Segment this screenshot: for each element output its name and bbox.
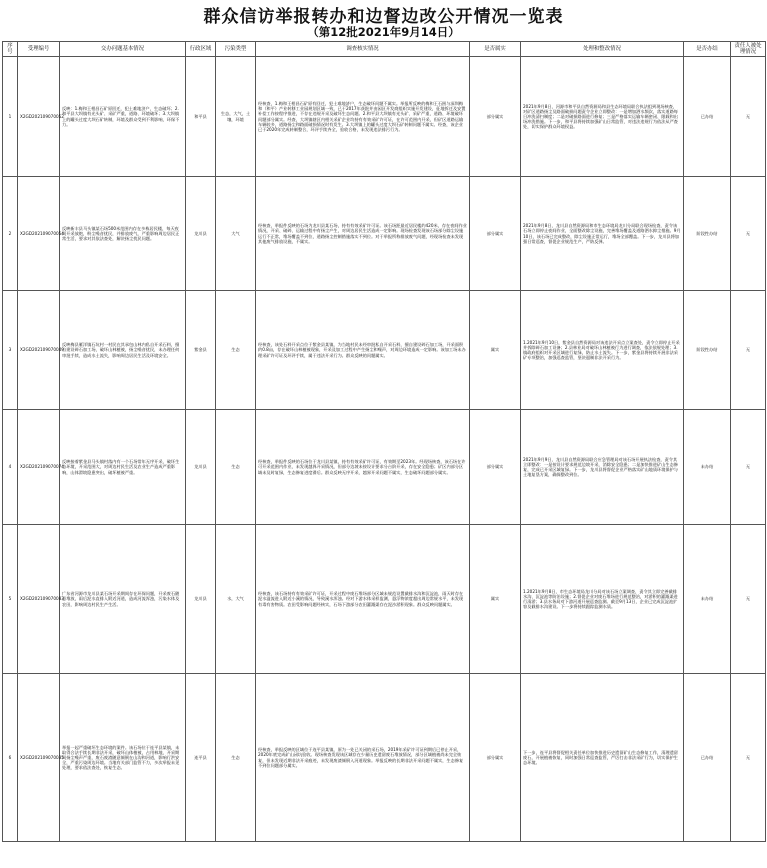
header-done: 是否办结 bbox=[684, 42, 731, 57]
cell-no: 6 bbox=[3, 674, 18, 842]
cell-region: 紫金县 bbox=[186, 291, 216, 410]
cell-done: 已办结 bbox=[684, 674, 731, 842]
cell-true: 部分属实 bbox=[470, 177, 521, 291]
cell-person: 无 bbox=[731, 291, 766, 410]
cell-no: 4 bbox=[3, 410, 18, 525]
header-no: 序号 bbox=[3, 42, 18, 57]
cell-no: 1 bbox=[3, 57, 18, 177]
cell-true: 部分属实 bbox=[470, 674, 521, 842]
table-header-row bbox=[3, 42, 766, 57]
cell-id: X2GD202109070035 bbox=[18, 674, 60, 842]
cell-survey: 经核查，该处石料开采点位于紫金县某镇，为当地村民未经审批私自开采石料，擅自建设碎石加工场，开采面积约0.8亩，存在破坏山林植被现象，开采及加工过程中产生扬尘和噪声，对周边环境造成一定影响。该加工场未办理采矿许可证及环评手续，属于违法开采行为。群众反映的问题属实。 bbox=[256, 291, 470, 410]
cell-survey: 经核查，举报反映的区域位于连平县某镇，原为一处已关闭的采石场，2019年采矿许可证到期后已停止开采，2020年底完成矿山闭坑验收。现场核查发现该区域存在少量历史遗留废石堆放情况，部分区域植被尚未完全恢复，但未发现近期非法开采痕迹，未发现废渣倾倒入河道现象。举报反映的长期非法开采问题不属实，生态修复不到位问题部分属实。 bbox=[256, 674, 470, 842]
table-row bbox=[3, 410, 766, 525]
cell-handling: 1.2021年9月8日，市生态环境局龙川分局对该石场立案调查，责令其立即完善截排水沟、沉淀池等防治设施；2.督促企业对废石堆场进行规范整治，对淤积的灌溉渠进行清淤；3.县水务局对下游河道开展巡查监测。截至9月13日，企业已完成沉淀池扩容及截排水沟建设。下一步将持续跟踪监测水质。 bbox=[521, 525, 684, 674]
cell-pollution: 大气 bbox=[216, 177, 256, 291]
header-pollution: 污染类型 bbox=[216, 42, 256, 57]
cell-issue: 举报一起严重破坏生态环境的案件。该石场位于连平县某镇，未取得合法手续长期非法开采，破坏山体植被，占用林地，开采期间扬尘噪声严重，废石废渣随意倾倒在山沟和河道，影响行洪安全，严重污染周边环境。当地有关部门监管不力，多次举报未见处理，要求依法查处，恢复生态。 bbox=[60, 674, 186, 842]
cell-handling: 2021年9月9日，龙川县自然资源局联合应急管理局对该石场开展执法检查，责令其立即整改：一是按设计要求规范边坡开采，消除安全隐患；二是加快推进矿山生态修复，完成已开采区域复绿。下一步，龙川县将督促企业严格落实矿山地质环境保护与土地复垦方案，确保整改到位。 bbox=[521, 410, 684, 525]
cell-id: X2GD202109070074 bbox=[18, 410, 60, 525]
cell-issue: 反映新丰县马头镇某石场500米范围内存在多栋居民楼，每天夜间开采放炮，粉尘噪音扰民，并排放废气，严重影响周边居民正常生活，要求对其依法查处，解决扬尘扰民问题。 bbox=[60, 177, 186, 291]
cell-no: 3 bbox=[3, 291, 18, 410]
cell-done: 未办结 bbox=[684, 525, 731, 674]
table-row bbox=[3, 291, 766, 410]
header-id: 受理编号 bbox=[18, 42, 60, 57]
cell-no: 5 bbox=[3, 525, 18, 674]
cell-id: X2GD202109070054 bbox=[18, 177, 60, 291]
cell-survey: 经核查，该石场持有有效采矿许可证，开采过程中废石堆场部分区域未规范设置截排水沟和沉淀池，雨天时存在泥水溢流进入附近小溪的情况，导致溪水浑浊。经对下游水体采样监测，悬浮物浓度超出周边常规水平，未发现有毒有害物质。农田受影响问题经核实，石场下游部分农田灌溉渠存在泥沙淤积现象。群众反映问题属实。 bbox=[256, 525, 470, 674]
cell-id: X2GD202109070049 bbox=[18, 291, 60, 410]
cell-person: 无 bbox=[731, 410, 766, 525]
header-issue: 交办问题基本情况 bbox=[60, 42, 186, 57]
header-person: 责任人被处理情况 bbox=[731, 42, 766, 57]
header-true: 是否属实 bbox=[470, 42, 521, 57]
cell-pollution: 生态 bbox=[216, 291, 256, 410]
page-title: 群众信访举报转办和边督边改公开情况一览表 bbox=[203, 7, 564, 27]
table-row bbox=[3, 57, 766, 177]
cell-done: 未办结 bbox=[684, 410, 731, 525]
cell-handling: 2021年9月8日，河源市和平县自然资源局和县生态环境局联合执法组到现场核查，对矿区道路扬尘及路面破损问题责令企业立即整改：一是增加洒水频次，落实道路每日冲洗清扫制度；二是对破损路面进行修复；三是严格落实运输车辆密闭、限载和出场冲洗措施。下一步，和平县将持续加强矿山日常监管，对违法违规行为依法从严查处，切实保护群众环境权益。 bbox=[521, 57, 684, 177]
cell-region: 和平县 bbox=[186, 57, 216, 177]
cell-handling: 2021年9月8日，龙川县自然资源局和市生态环境局龙川分局联合现场检查，责令该石场立即停止夜间作业，全面整改除尘设施，完善堆场覆盖及道路洒水抑尘措施。9月10日，该石场已完成整改，除尘设施正常运行，堆场全部覆盖。下一步，龙川县将加强日常巡查，督促企业规范生产，严防反弹。 bbox=[521, 177, 684, 291]
cell-true: 属实 bbox=[470, 525, 521, 674]
cell-pollution: 生态 bbox=[216, 410, 256, 525]
table-row bbox=[3, 674, 766, 842]
cell-issue: 广东省河源市龙川县某石场开采期间存在环保问题，开采废石随意堆放，雨后泥水直排入附近河道，造成河流浑浊，污染水体及农田，影响周边村民生产生活。 bbox=[60, 525, 186, 674]
cases-table bbox=[2, 41, 766, 842]
cell-done: 阶段性办结 bbox=[684, 177, 731, 291]
cell-person: 无 bbox=[731, 177, 766, 291]
cell-pollution: 生态 bbox=[216, 674, 256, 842]
cell-done: 阶段性办结 bbox=[684, 291, 731, 410]
cell-issue: 反映梅县雁洋镇石坑村一村民在其承包山林内私自开采石料，擅自建设碎石加工场，破坏山林植被，扬尘噪音扰民，未办理任何审批手续，造成水土流失，影响周边居民生活及环境安全。 bbox=[60, 291, 186, 410]
cell-issue: 反映：1.梅和王相昌石矿原回迁，犯土难地济户，生态破坏；2.和平县大坝镇有光头矿、采矿严重，道路、环境破坏；3.大坝镇上的罐头过度大坝石矿转制，环境及群众受到不利影响，环保不力。 bbox=[60, 57, 186, 177]
cell-person: 无 bbox=[731, 525, 766, 674]
cell-pollution: 水，大气 bbox=[216, 525, 256, 674]
cell-survey: 经核查，举报件反映的石场位于龙川县某镇，持有有效采矿许可证，有效期至2023年。经现场核查，该石场在许可开采范围内作业，未发现越界开采情况，但部分边坡未按设计要求分台阶开采，存在安全隐患；矿区内部分区域未及时复绿，生态修复进度滞后。群众反映无序开采、越界开采问题不属实，生态破坏问题部分属实。 bbox=[256, 410, 470, 525]
cell-id: X2GD202109070052 bbox=[18, 57, 60, 177]
cell-region: 龙川县 bbox=[186, 177, 216, 291]
table-row bbox=[3, 177, 766, 291]
cell-region: 龙川县 bbox=[186, 525, 216, 674]
cell-pollution: 生态，大气，土壤，环境 bbox=[216, 57, 256, 177]
cell-done: 已办结 bbox=[684, 57, 731, 177]
cell-handling: 1.2021年9月10日，紫金县自然资源局对该违法开采点立案查处，责令立即停止开采并拆除碎石加工设备；2.县林业局对破坏山林植被行为进行调查，依法依规处理；3.镇政府组织对开采区域进行复绿，防止水土流失。下一步，紫金县将持续开展非法采矿专项整治，加强巡查监管，坚决遏制非法开采行为。 bbox=[521, 291, 684, 410]
cell-issue: 反映接着紫金县马头镇村落内有一个石场常年无序开采，破坏生态环境，开采范围大，对周边村民生活及农业生产造成严重影响，山体滑坡隐患突出，破坏植被严重。 bbox=[60, 410, 186, 525]
header-handling: 处理和整改情况 bbox=[521, 42, 684, 57]
cell-true: 部分属实 bbox=[470, 410, 521, 525]
header-survey: 调查核实情况 bbox=[256, 42, 470, 57]
cell-region: 龙川县 bbox=[186, 410, 216, 525]
batch-subtitle: （第12批2021年9月14日） bbox=[307, 25, 460, 39]
cell-region: 连平县 bbox=[186, 674, 216, 842]
header-region: 行政区域 bbox=[186, 42, 216, 57]
table-row bbox=[3, 525, 766, 674]
cell-survey: 经核查，1.梅和王相昌石矿原有回迁，犯土难地济户，生态破坏问题不属实。举报所反映的梅和王石围与深圳梅和（和平）产业转移工业园规划区域一致，已于2017年获批并由园区开发商组织实施开发建设，征地拆迁及安置补偿工作按程序推进，不存在违规开采及破坏生态问题。2.和平县大坝镇有光头矿、采矿严重，道路、环境破坏问题部分属实。经查，大坝镇辖区内相关采矿企业均持有有效采矿许可证，在许可范围内开采，但矿区道路运输车辆较多，道路扬尘和路面破损情况时有发生。3.大坝镇上的罐头过度大坝石矿转制问题不属实。经查，该企业已于2020年完成转制整合，环评手续齐全，验收合格，未发现违法排污行为。 bbox=[256, 57, 470, 177]
cell-true: 部分属实 bbox=[470, 57, 521, 177]
cell-handling: 下一步，连平县将督促相关责任单位加快推进历史遗留矿山生态修复工作，清理遗留废石，开展植被恢复，同时加强日常巡查监管，严厉打击非法采矿行为，切实保护生态环境。 bbox=[521, 674, 684, 842]
cell-true: 属实 bbox=[470, 291, 521, 410]
cell-survey: 经核查，举报件反映的石场为龙川县某石场，持有有效采矿许可证。该石场距最近居民楼约420米，存在夜间作业情况，开采、破碎、运输过程中有扬尘产生，对周边居民生活造成一定影响。现场检查发现该石场部分除尘设施运行不正常，堆场覆盖不到位，道路扬尘控制措施落实不到位。对于举报所称排放废气问题，经现场检查未发现其他废气排放设施，不属实。 bbox=[256, 177, 470, 291]
cell-person: 无 bbox=[731, 57, 766, 177]
cell-person: 无 bbox=[731, 674, 766, 842]
cell-id: X2GD202109070083 bbox=[18, 525, 60, 674]
cell-no: 2 bbox=[3, 177, 18, 291]
